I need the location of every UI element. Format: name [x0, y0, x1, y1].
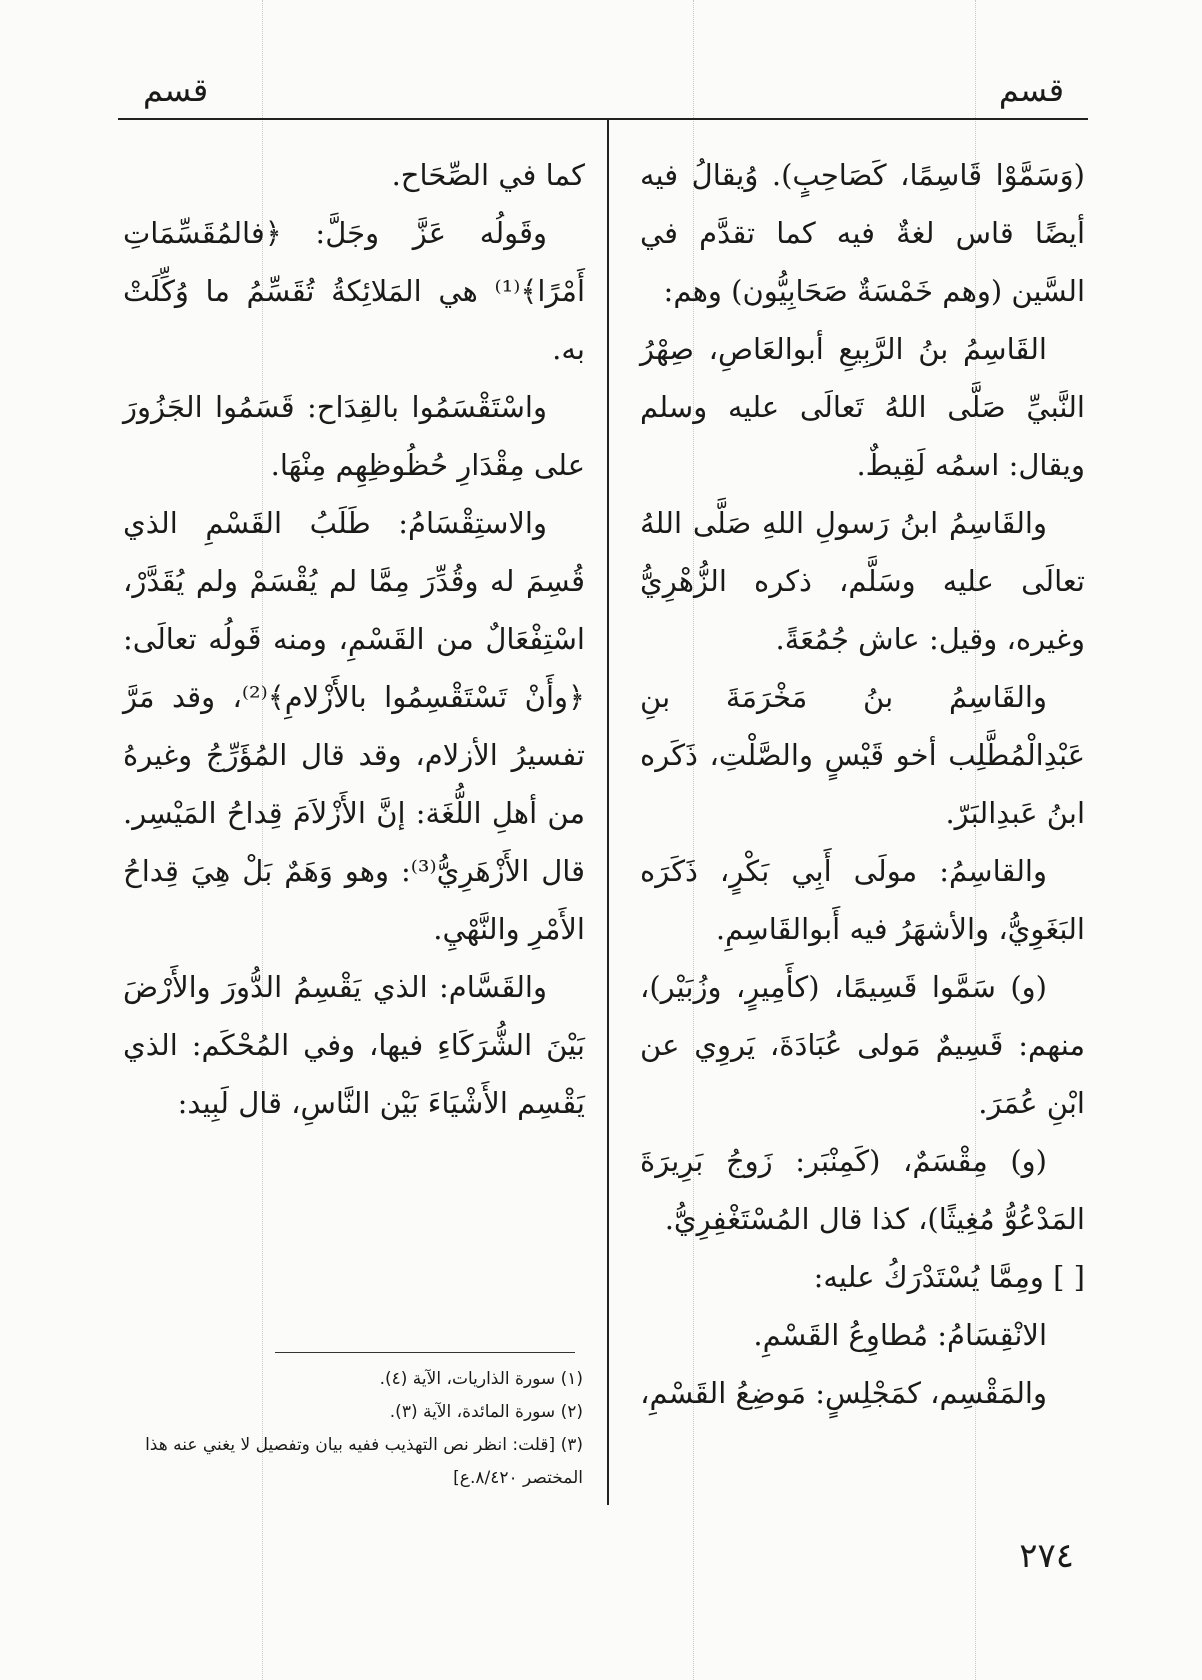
header-right: قسم: [998, 71, 1064, 109]
footnote: (٢) سورة المائدة، الآية (٣).: [389, 1402, 583, 1422]
paragraph: وقَولُه عَزَّ وجَلَّ: ﴿فالمُقَسِّمَاتِ أَمْرًا﴾⁽¹⁾ هي المَلائِكةُ تُقَسِّمُ ما وُكِّلَتْ به.: [123, 216, 585, 366]
paragraph: والقَاسِمُ بنُ مَخْرَمَةَ بنِ عَبْدِالْمُطَّلِب أخو قَيْسٍ والصَّلْتِ، ذَكَره ابنُ عَبدِالبَرّ.: [640, 680, 1085, 830]
paragraph: والقَاسِمُ ابنُ رَسولِ اللهِ صَلَّى اللهُ تعالَى عليه وسَلَّم، ذكره الزُّهْرِيُّ وغيره، وقيل: عاش جُمُعَةً.: [640, 506, 1085, 656]
paragraph: (و) سَمَّوا قَسِيمًا، (كأَمِيرٍ، وزُبَيْر)، منهم: قَسِيمٌ مَولى عُبَادَةَ، يَروِي عن ابْنِ عُمَرَ.: [640, 970, 1085, 1120]
paragraph: والمَقْسِم، كمَجْلِسٍ: مَوضِعُ القَسْمِ،: [640, 1376, 1047, 1410]
paragraph: [ ] ومِمَّا يُسْتَدْرَكُ عليه:: [813, 1260, 1085, 1294]
paragraph: والاستِقْسَامُ: طَلَبُ القَسْمِ الذي قُسِمَ له وقُدِّرَ مِمَّا لم يُقْسَمْ ولم يُقَدَّرْ، اسْتِفْعَالٌ من القَسْمِ، ومنه قَولُه تعالَى: ﴿وأَنْ تَسْتَقْسِمُوا بالأَزْلامِ﴾⁽²⁾، وقد مَرَّ تفسيرُ الأزلام، وقد قال المُؤَرِّجُ وغيرهُ من أهلِ اللُّغَة: إنَّ الأَزْلاَمَ قِداحُ المَيْسِر. قال الأَزْهَرِيُّ⁽³⁾: وهو وَهَمٌ بَلْ هِيَ قِداحُ الأَمْرِ والنَّهْيِ.: [123, 506, 586, 946]
header-rule: [118, 118, 1088, 120]
paragraph: كما في الصِّحَاح.: [391, 158, 585, 192]
column-divider: [607, 120, 609, 1505]
right-column: [640, 146, 1085, 1422]
header-left: قسم: [143, 71, 209, 109]
page-number: ٢٧٤: [1019, 1536, 1074, 1576]
paragraph: والقَسَّام: الذي يَقْسِمُ الدُّورَ والأَرْضَ بَيْنَ الشُّرَكَاءِ فيها، وفي المُحْكَم: الذي يَقْسِم الأَشْيَاءَ بَيْن النَّاسِ، قال لَبِيد:: [123, 970, 585, 1120]
paragraph: (وَسَمَّوْا قَاسِمًا، كَصَاحِبٍ). وُيقالُ فيه أيضًا قاس لغةٌ فيه كما تقدَّم في السَّين (وهم خَمْسَةٌ صَحَابِيُّون) وهم:: [640, 158, 1085, 308]
paragraph: القَاسِمُ بنُ الرَّبِيعِ أبوالعَاصِ، صِهْرُ النَّبيِّ صَلَّى اللهُ تَعالَى عليه وسلم ويقال: اسمُه لَقِيطٌ.: [640, 332, 1085, 482]
footnote: (٣) [قلت: انظر نص التهذيب ففيه بيان وتفصيل لا يغني عنه هذا المختصر ٨/٤٢٠.ع]: [145, 1435, 583, 1488]
footnote-rule: [275, 1352, 575, 1353]
left-column: [123, 146, 585, 1132]
footnote: (١) سورة الذاريات، الآية (٤).: [379, 1369, 583, 1389]
paragraph: (و) مِقْسَمٌ، (كَمِنْبَر: زَوجُ بَرِيرَةَ المَدْعُوُّ مُغِيثًا)، كذا قال المُسْتَغْفِرِيُّ.: [640, 1144, 1085, 1236]
paragraph: واسْتَقْسَمُوا بالقِدَاح: قَسَمُوا الجَزُورَ على مِقْدَارِ حُظُوظِهِم مِنْهَا.: [123, 390, 585, 482]
footnotes: [118, 1363, 583, 1495]
paragraph: الانْقِسَامُ: مُطاوِعُ القَسْمِ.: [753, 1318, 1047, 1352]
paragraph: والقاسِمُ: مولَى أَبِي بَكْرٍ، ذَكَرَه البَغَوِيُّ، والأشهَرُ فيه أَبوالقَاسِمِ.: [640, 854, 1085, 946]
